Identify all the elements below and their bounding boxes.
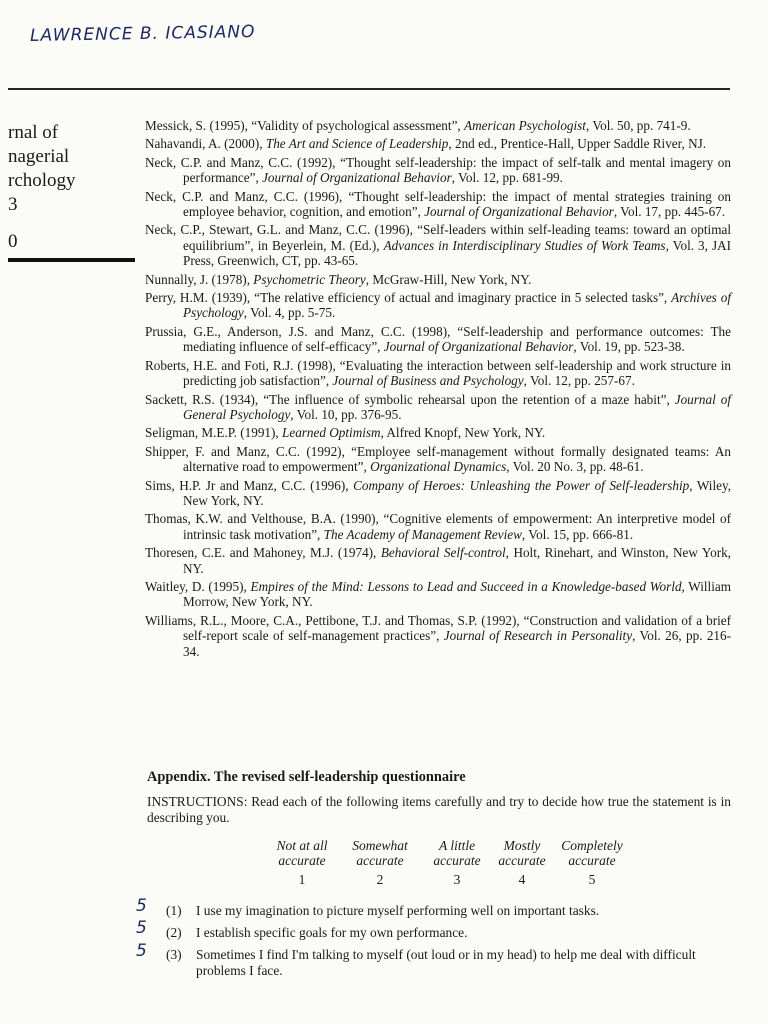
reference-text: Sims, H.P. Jr and Manz, C.C. (1996),	[145, 477, 354, 493]
reference-source-title: Journal of Research in Personality	[443, 628, 633, 644]
reference-entry	[145, 579, 731, 610]
item-text: I use my imagination to picture myself performing well on important tasks.	[196, 903, 600, 918]
scale-label: accurate	[278, 853, 326, 868]
journal-line: nagerial	[8, 146, 70, 167]
scale-option	[482, 838, 562, 888]
reference-text: Neck, C.P. and Manz, C.C. (1996), “Thought self-leadership: the impact of mental strategies training on employee behavior, cognition, and emotion”,	[145, 188, 731, 220]
reference-details: , William Morrow, New York, NY.	[183, 578, 731, 610]
scale-number: 1	[298, 872, 306, 887]
reference-source-title: Company of Heroes: Unleashing the Power of Self-leadership	[353, 477, 690, 493]
reference-source-title: Behavioral Self-control	[380, 545, 506, 561]
scale-label: accurate	[498, 853, 546, 868]
journal-line: 3	[8, 194, 18, 215]
reference-entry	[145, 290, 731, 321]
reference-details: , Vol. 4, pp. 5-75.	[243, 305, 336, 321]
reference-entry	[145, 511, 731, 542]
reference-text: Roberts, H.E. and Foti, R.J. (1998), “Evaluating the interaction between self-leadership and work structure in predicting job satisfaction”,	[145, 357, 731, 389]
reference-source-title: Archives of Psychology	[183, 290, 731, 321]
handwritten-answer: 5	[136, 896, 147, 916]
reference-text: Neck, C.P., Stewart, G.L. and Manz, C.C. (1996), “Self-leaders within self-leading teams: toward an optimal equilibrium”, in Beyerlein, M. (Ed.),	[145, 222, 731, 253]
reference-entry	[145, 545, 731, 576]
reference-text: Sackett, R.S. (1934), “The influence of symbolic rehearsal upon the retention of a maze habit”,	[145, 391, 675, 407]
reference-text: Waitley, D. (1995),	[145, 578, 251, 594]
questionnaire-item	[166, 903, 731, 919]
scale-label: Not at all	[276, 838, 328, 853]
scale-label: accurate	[356, 853, 404, 868]
reference-source-title: Psychometric Theory	[253, 271, 366, 287]
reference-details: , Vol. 10, pp. 376-95.	[290, 406, 402, 422]
questionnaire-item	[166, 925, 731, 941]
scale-number: 3	[453, 872, 461, 887]
reference-text: Messick, S. (1995), “Validity of psychological assessment”,	[145, 118, 465, 133]
scale-label: Completely	[561, 838, 623, 853]
reference-source-title: Organizational Dynamics	[370, 459, 507, 475]
journal-line: rchology	[8, 170, 76, 191]
reference-source-title: Advances in Interdisciplinary Studies of Work Teams	[383, 237, 666, 253]
reference-entry	[145, 222, 731, 268]
scale-option	[552, 838, 632, 888]
reference-text: Perry, H.M. (1939), “The relative efficiency of actual and imaginary practice in 5 selected tasks”,	[145, 290, 672, 306]
reference-entry	[145, 136, 731, 151]
reference-entry	[145, 425, 731, 440]
reference-source-title: American Psychologist	[464, 118, 586, 133]
reference-text: Prussia, G.E., Anderson, J.S. and Manz, C.C. (1998), “Self-leadership and performance outcomes: The mediating influence of self-efficacy”,	[145, 323, 731, 355]
appendix-title: Appendix. The revised self-leadership questionnaire	[147, 769, 466, 785]
item-number: (2)	[166, 925, 182, 940]
reference-text: Shipper, F. and Manz, C.C. (1992), “Employee self-management without formally designated teams: An alternative road to empowerment”,	[145, 443, 731, 475]
appendix-instructions: INSTRUCTIONS: Read each of the following items carefully and try to decide how true the statement is in describing you.	[147, 794, 731, 825]
top-rule	[8, 88, 730, 90]
reference-text: Williams, R.L., Moore, C.A., Pettibone, T.J. and Thomas, S.P. (1992), “Construction and validation of a brief self-report scale of self-management practices”,	[145, 612, 731, 644]
reference-details: , Vol. 50, pp. 741-9.	[585, 118, 691, 133]
reference-details: , Vol. 26, pp. 216-34.	[183, 628, 731, 659]
reference-details: , 2nd ed., Prentice-Hall, Upper Saddle River, NJ.	[448, 136, 707, 152]
scale-number: 4	[518, 872, 526, 887]
reference-source-title: The Academy of Management Review	[323, 526, 522, 542]
reference-entry	[145, 189, 731, 220]
handwritten-answer: 5	[136, 918, 147, 938]
reference-entry	[145, 358, 731, 389]
reference-entry	[145, 118, 731, 133]
reference-source-title: The Art and Science of Leadership	[265, 136, 449, 152]
reference-details: , Vol. 20 No. 3, pp. 48-61.	[506, 459, 644, 475]
reference-details: , Vol. 19, pp. 523-38.	[573, 339, 685, 355]
reference-details: , Vol. 3, JAI Press, Greenwich, CT, pp. 43-65.	[183, 237, 731, 269]
scale-label: accurate	[433, 853, 481, 868]
item-number: (3)	[166, 947, 182, 962]
reference-source-title: Journal of Organizational Behavior	[262, 170, 452, 186]
item-text: Sometimes I find I'm talking to myself (out loud or in my head) to help me deal with difficult problems I face.	[196, 947, 696, 978]
reference-details: , Vol. 12, pp. 681-99.	[451, 170, 563, 186]
reference-details: , Holt, Rinehart, and Winston, New York, NY.	[183, 545, 731, 576]
reference-entry	[145, 392, 731, 423]
reference-source-title: Journal of Business and Psychology	[332, 373, 524, 389]
reference-text: Nahavandi, A. (2000),	[145, 136, 266, 152]
reference-source-title: Learned Optimism	[282, 425, 381, 441]
reference-details: , Vol. 17, pp. 445-67.	[613, 204, 726, 220]
reference-source-title: Journal of General Psychology	[183, 391, 731, 422]
reference-list	[145, 118, 731, 662]
scale-label: Mostly	[503, 838, 541, 853]
scale-number: 2	[376, 872, 384, 887]
reference-details: , Vol. 12, pp. 257-67.	[523, 373, 635, 389]
side-rule	[8, 258, 135, 262]
handwritten-answer: 5	[136, 941, 147, 961]
reference-details: , McGraw-Hill, New York, NY.	[365, 271, 532, 287]
journal-number-fragment: 0	[8, 231, 18, 252]
item-text: I establish specific goals for my own performance.	[196, 925, 468, 940]
scale-label: A little	[438, 838, 476, 853]
reference-source-title: Journal of Organizational Behavior	[424, 204, 614, 220]
reference-entry	[145, 444, 731, 475]
reference-entry	[145, 613, 731, 659]
reference-entry	[145, 478, 731, 509]
reference-text: Neck, C.P. and Manz, C.C. (1992), “Thought self-leadership: the impact of self-talk and mental imagery on performance”,	[145, 154, 731, 186]
item-number: (1)	[166, 903, 182, 918]
reference-text: Thoresen, C.E. and Mahoney, M.J. (1974),	[145, 545, 381, 561]
scale-option	[340, 838, 420, 888]
handwritten-name: LAWRENCE B. ICASIANO	[29, 22, 256, 46]
journal-title-fragment	[8, 121, 128, 217]
reference-text: Seligman, M.E.P. (1991),	[145, 425, 282, 441]
questionnaire-item	[166, 947, 731, 978]
reference-text: Thomas, K.W. and Velthouse, B.A. (1990), “Cognitive elements of empowerment: An interpretive model of intrinsic task motivation”,	[145, 511, 731, 542]
reference-details: , Wiley, New York, NY.	[183, 477, 731, 508]
journal-line: rnal of	[8, 122, 59, 143]
reference-text: Nunnally, J. (1978),	[145, 271, 254, 287]
scale-label: Somewhat	[352, 838, 408, 853]
reference-entry	[145, 324, 731, 355]
scale-label: accurate	[568, 853, 616, 868]
reference-entry	[145, 272, 731, 287]
scale-number: 5	[588, 872, 596, 887]
reference-source-title: Empires of the Mind: Lessons to Lead and Succeed in a Knowledge-based World	[250, 578, 682, 594]
reference-entry	[145, 155, 731, 186]
reference-details: , Alfred Knopf, New York, NY.	[380, 425, 546, 441]
reference-details: , Vol. 15, pp. 666-81.	[521, 526, 634, 542]
scale-option	[262, 838, 342, 888]
reference-source-title: Journal of Organizational Behavior	[383, 339, 574, 355]
